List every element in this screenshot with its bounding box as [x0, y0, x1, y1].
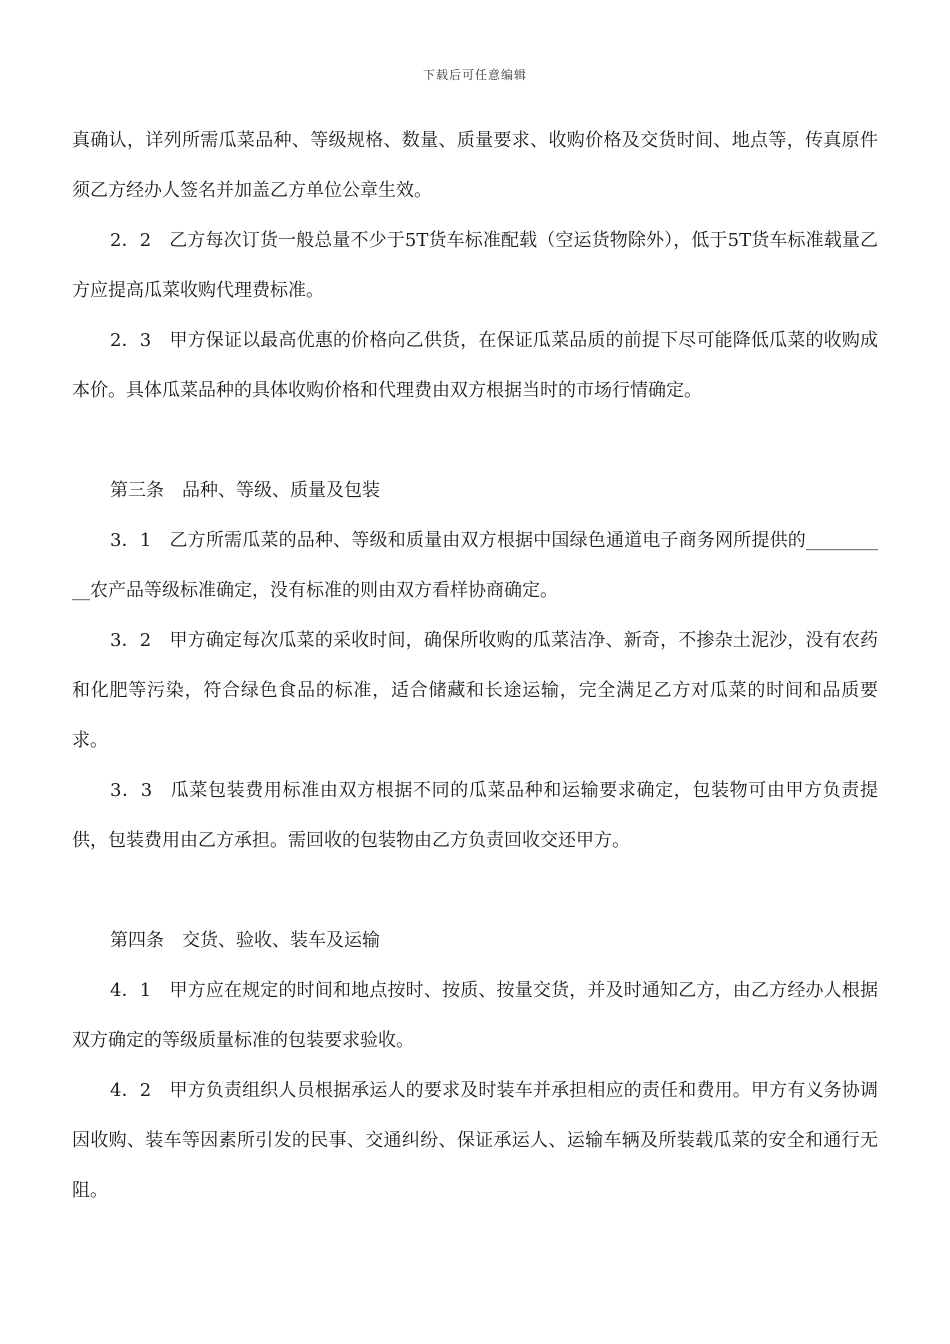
paragraph-continuation — [72, 116, 878, 216]
clause-number: 4．2 — [110, 1080, 152, 1101]
clause-3-2 — [72, 616, 878, 766]
clause-3-3 — [72, 766, 878, 866]
clause-number: 4．1 — [110, 980, 152, 1001]
paragraph-text: 真确认，详列所需瓜菜品种、等级规格、数量、质量要求、收购价格及交货时间、地点等，传真原件须乙方经办人签名并加盖乙方单位公章生效。 — [72, 130, 878, 201]
article-4-heading — [72, 916, 878, 966]
article-title: 品种、等级、质量及包装 — [182, 480, 380, 501]
clause-text: 甲方负责组织人员根据承运人的要求及时装车并承担相应的责任和费用。甲方有义务协调因收购、装车等因素所引发的民事、交通纠纷、保证承运人、运输车辆及所装载瓜菜的安全和通行无阻。 — [72, 1080, 879, 1201]
clause-4-1 — [72, 966, 878, 1066]
clause-text: 甲方确定每次瓜菜的采收时间，确保所收购的瓜菜洁净、新奇，不掺杂土泥沙，没有农药和化肥等污染，符合绿色食品的标准，适合储藏和长途运输，完全满足乙方对瓜菜的时间和品质要求。 — [72, 630, 879, 751]
clause-number: 2．2 — [110, 230, 152, 251]
article-title: 交货、验收、装车及运输 — [182, 930, 380, 951]
article-number: 第三条 — [110, 480, 164, 501]
clause-text: 乙方所需瓜菜的品种、等级和质量由双方根据中国绿色通道电子商务网所提供的__________农产品等级标准确定，没有标准的则由双方看样协商确定。 — [72, 530, 878, 601]
clause-number: 3．1 — [110, 530, 152, 551]
header-note: 下载后可任意编辑 — [422, 68, 527, 82]
clause-2-2 — [72, 216, 878, 316]
article-3-heading — [72, 466, 878, 516]
clause-text: 甲方应在规定的时间和地点按时、按质、按量交货，并及时通知乙方，由乙方经办人根据双方确定的等级质量标准的包装要求验收。 — [72, 980, 879, 1051]
clause-number: 3．2 — [110, 630, 152, 651]
clause-text: 瓜菜包装费用标准由双方根据不同的瓜菜品种和运输要求确定，包装物可由甲方负责提供，包装费用由乙方承担。需回收的包装物由乙方负责回收交还甲方。 — [72, 780, 879, 851]
clause-3-1 — [72, 516, 878, 616]
clause-text: 甲方保证以最高优惠的价格向乙供货，在保证瓜菜品质的前提下尽可能降低瓜菜的收购成本价。具体瓜菜品种的具体收购价格和代理费由双方根据当时的市场行情确定。 — [72, 330, 879, 401]
article-number: 第四条 — [110, 930, 164, 951]
clause-number: 2．3 — [110, 330, 152, 351]
clause-2-3 — [72, 316, 878, 416]
section-gap — [72, 416, 878, 466]
clause-4-2 — [72, 1066, 878, 1216]
clause-number: 3．3 — [110, 780, 153, 801]
section-gap — [72, 866, 878, 916]
clause-text: 乙方每次订货一般总量不少于5T货车标准配载（空运货物除外），低于5T货车标准载量乙方应提高瓜菜收购代理费标准。 — [72, 230, 879, 301]
document-body — [72, 116, 878, 1216]
